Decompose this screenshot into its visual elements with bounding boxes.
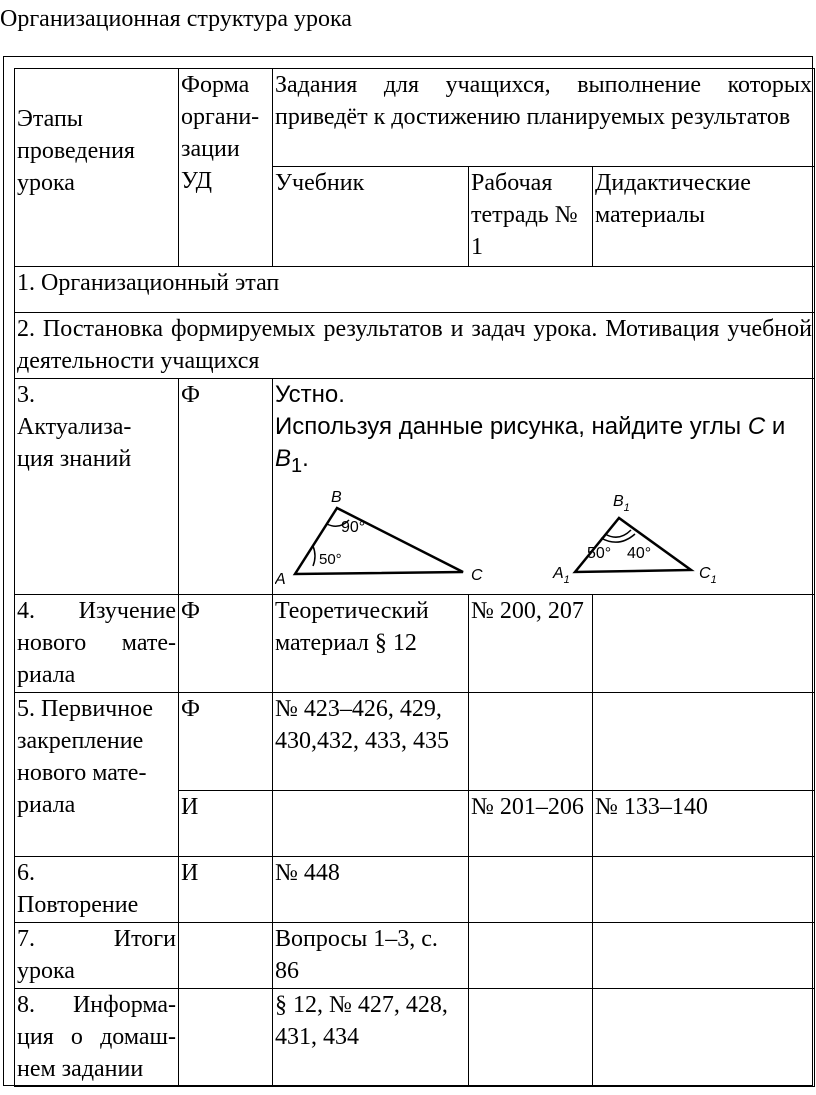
- row-summary: [15, 922, 815, 988]
- row-5-workbook-1: [469, 692, 593, 790]
- row-3-task-end: .: [302, 445, 309, 472]
- triangles-figure: [275, 484, 805, 594]
- triangle-a1b1c1: [552, 493, 717, 586]
- row-actualization: [15, 379, 815, 595]
- angle-a-value: 50°: [319, 550, 342, 568]
- row-7-didactic: [593, 922, 815, 988]
- row-3-task-prefix: Используя данные рисунка, найдите углы: [275, 413, 742, 440]
- row-7-form: [179, 922, 273, 988]
- angle-b1-value-2: 40°: [627, 544, 652, 562]
- row-8-stage-line-3: нем задании: [17, 1055, 144, 1082]
- header-tasks: [273, 69, 815, 167]
- row-6-workbook: [469, 856, 593, 922]
- row-5-textbook-2: [273, 790, 469, 856]
- row-6-stage-line-2: Повторение: [17, 891, 139, 918]
- row-homework: [15, 988, 815, 1086]
- row-motivation: [15, 313, 815, 379]
- triangle-abc: [275, 489, 483, 588]
- header-form: [179, 69, 273, 267]
- row-consolidation-1: [15, 692, 815, 790]
- row-4-stage-line-2: нового мате-: [17, 629, 176, 656]
- row-5-didactic-2: № 133–140: [593, 790, 815, 856]
- row-8-stage-line-2: ция о домаш-: [17, 1023, 176, 1050]
- header-workbook: Рабочая тетрадь № 1: [469, 167, 593, 267]
- row-6-textbook: № 448: [273, 856, 469, 922]
- header-textbook: Учебник: [273, 167, 469, 267]
- row-4-stage: [15, 594, 179, 692]
- row-5-stage-line-3: нового мате-: [17, 759, 147, 786]
- vertex-label-b: B: [331, 488, 342, 506]
- angle-b-value: 90°: [341, 518, 366, 536]
- row-8-didactic: [593, 988, 815, 1086]
- row-4-stage-line-3: риала: [17, 661, 76, 688]
- header-form-line-2: органи-: [181, 104, 260, 130]
- header-form-line-4: УД: [181, 168, 212, 194]
- row-8-form: [179, 988, 273, 1086]
- header-didactic: Дидактические материалы: [593, 167, 815, 267]
- row-7-workbook: [469, 922, 593, 988]
- row-4-workbook: № 200, 207: [469, 594, 593, 692]
- row-3-stage: [15, 379, 179, 595]
- row-4-stage-line-1: 4. Изучение: [17, 597, 176, 624]
- row-3-task-angle-b-sub: 1: [291, 454, 303, 477]
- row-6-didactic: [593, 856, 815, 922]
- row-3-task: [273, 379, 815, 595]
- row-8-workbook: [469, 988, 593, 1086]
- row-5-stage-line-4: риала: [17, 791, 76, 818]
- vertex-label-a: A: [275, 570, 286, 588]
- header-row-1: [15, 69, 815, 167]
- row-5-workbook-2: № 201–206: [469, 790, 593, 856]
- row-3-form: Ф: [179, 379, 273, 595]
- row-2-text: 2. Постановка формируемых результатов и задач урока. Мотивация учебной деятельности учащихся: [15, 313, 815, 379]
- header-form-line-3: зации: [181, 136, 240, 162]
- row-5-stage-line-2: закрепление: [17, 727, 144, 754]
- row-4-form: Ф: [179, 594, 273, 692]
- row-4-didactic: [593, 594, 815, 692]
- angle-a-arc: [313, 546, 315, 566]
- row-3-task-and: и: [771, 413, 786, 440]
- row-4-textbook: Теоретический материал § 12: [273, 594, 469, 692]
- row-6-stage-line-1: 6.: [17, 859, 35, 886]
- header-stages: [15, 69, 179, 267]
- row-5-form-1: Ф: [179, 692, 273, 790]
- vertex-label-b1: $B_1$: [613, 492, 630, 514]
- row-6-stage: [15, 856, 179, 922]
- row-organizational: [15, 267, 815, 313]
- row-5-stage-line-1: 5. Первичное: [17, 695, 154, 722]
- row-3-stage-line-3: ция знаний: [17, 446, 132, 472]
- lesson-structure-table: [14, 68, 815, 1087]
- row-3-task-text: [275, 411, 812, 482]
- row-5-textbook-1: № 423–426, 429, 430,432, 433, 435: [273, 692, 469, 790]
- row-8-stage: [15, 988, 179, 1086]
- row-5-didactic-1: [593, 692, 815, 790]
- row-3-oral-label: Устно.: [275, 381, 345, 408]
- header-stages-text: Этапы проведения урока: [17, 106, 135, 196]
- row-8-stage-line-1: 8. Информа-: [17, 991, 176, 1018]
- row-7-stage: [15, 922, 179, 988]
- row-5-stage: [15, 692, 179, 856]
- row-3-task-angle-c: C: [747, 413, 766, 440]
- header-form-line-1: Форма: [181, 72, 250, 98]
- row-new-material: [15, 594, 815, 692]
- row-7-textbook: Вопросы 1–3, с. 86: [273, 922, 469, 988]
- row-5-form-2: И: [179, 790, 273, 856]
- row-7-stage-line-1: 7. Итоги: [17, 925, 176, 952]
- row-repetition: [15, 856, 815, 922]
- vertex-label-c1: $C_1$: [699, 564, 717, 586]
- row-3-task-angle-b: B: [275, 445, 292, 472]
- page-title: Организационная структура урока: [0, 6, 352, 32]
- row-3-stage-line-2: Актуализа-: [17, 414, 132, 440]
- header-tasks-text: Задания для учащихся, выполнение которых приведёт к достижению планируемых результатов: [275, 72, 812, 130]
- angle-b1-value-1: 50°: [587, 544, 612, 562]
- vertex-label-c: C: [471, 566, 483, 584]
- row-6-form: И: [179, 856, 273, 922]
- row-7-stage-line-2: урока: [17, 957, 75, 984]
- row-1-text: 1. Организационный этап: [15, 267, 815, 313]
- row-3-stage-line-1: 3.: [17, 382, 35, 408]
- row-8-textbook: § 12, № 427, 428, 431, 434: [273, 988, 469, 1086]
- vertex-label-a1: $A_1$: [553, 564, 570, 586]
